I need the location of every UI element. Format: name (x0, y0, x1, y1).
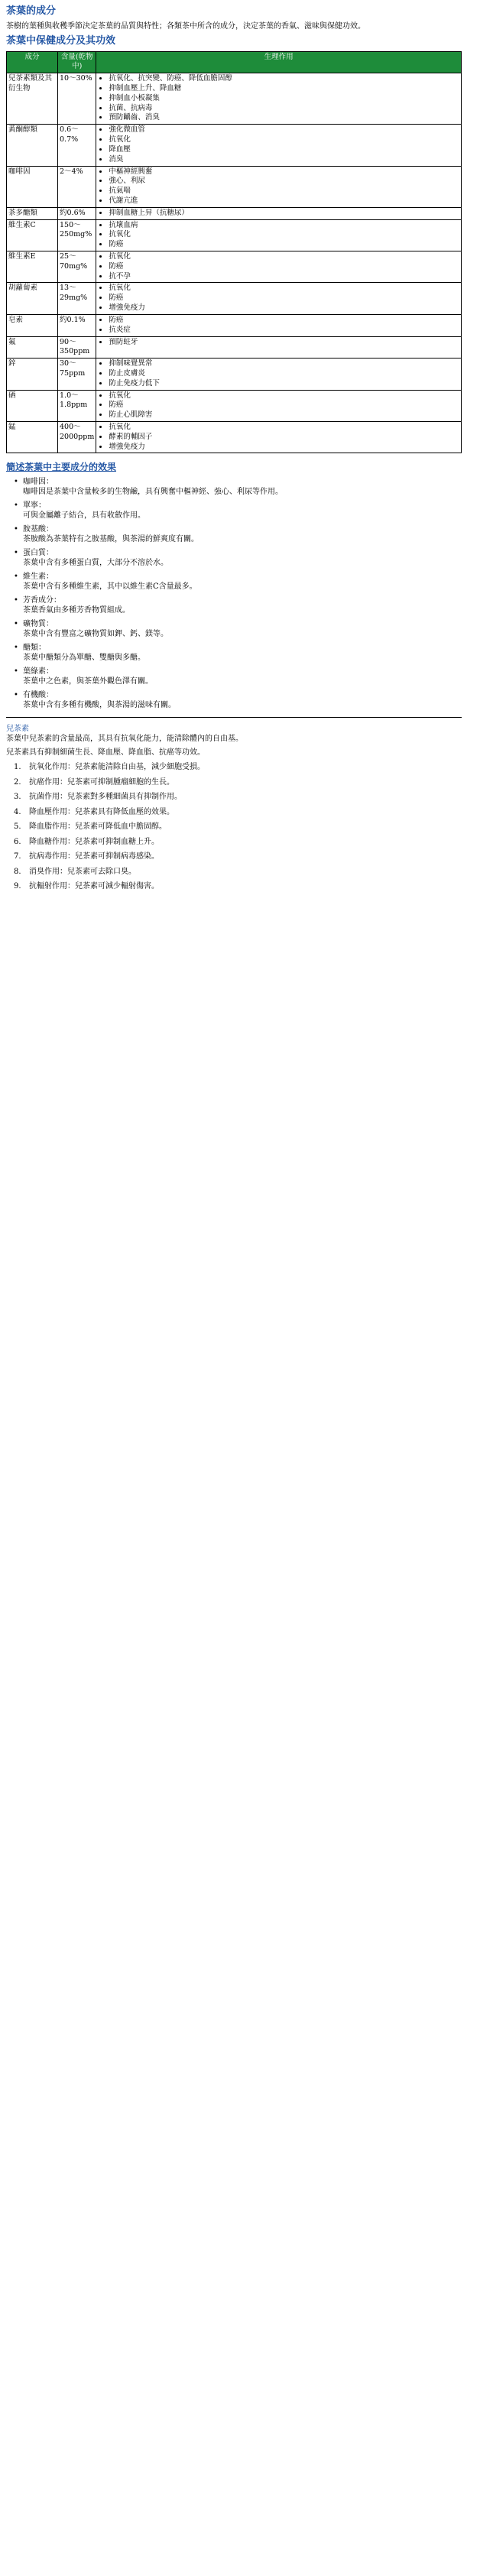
component-name: 黃酮醇類 (7, 125, 58, 166)
section-item (14, 524, 462, 545)
section-item (14, 477, 462, 498)
table-row (7, 283, 462, 314)
effect-item: • 抗氣喘 (109, 187, 459, 196)
table-row (7, 219, 462, 251)
table-title: 茶葉中保健成分及其功效 (6, 35, 116, 47)
section-item-title: 維生素： (23, 572, 54, 581)
effect-item: • 抗氧化 (109, 284, 459, 294)
effect-item: • 酵素的輔因子 (109, 433, 459, 443)
catechin-paragraph: 兒茶素具有抑制細菌生長、降血壓、降血脂、抗癌等功效。 (6, 748, 205, 757)
effect-item: • 強化微血管 (109, 125, 459, 135)
table-header-effect: 生理作用 (96, 51, 462, 73)
component-effects (96, 125, 462, 166)
component-quantity: 13～29mg% (58, 283, 96, 314)
numbered-item (14, 852, 462, 862)
component-name: 鋅 (7, 358, 58, 390)
table-row (7, 390, 462, 421)
component-quantity: 10～30% (58, 73, 96, 125)
numbered-index: 7. (14, 852, 21, 861)
bullet-icon: • (14, 619, 18, 628)
intro-paragraph: 茶樹的葉種與收穫季節決定茶葉的品質與特性；各類茶中所含的成分，決定茶葉的香氣、滋味與保健功效。 (6, 21, 365, 31)
page (0, 0, 468, 897)
section-item-text: 茶葉中含有多種有機酸，與茶湯的滋味有關。 (23, 701, 176, 710)
effect-item: • 抑制血糖上昇（抗糖尿） (109, 209, 459, 219)
component-name: 維生素C (7, 219, 58, 251)
section-item (14, 572, 462, 592)
catechin-section (6, 724, 462, 892)
section-item-text: 茶胺酸為茶葉特有之胺基酸，與茶湯的鮮爽度有關。 (23, 535, 199, 544)
component-effects (96, 336, 462, 358)
numbered-index: 1. (14, 763, 21, 772)
effect-item: • 降血壓 (109, 145, 459, 155)
section-item-title: 咖啡因： (23, 477, 54, 486)
numbered-text: 消臭作用：兒茶素可去除口臭。 (29, 867, 136, 876)
divider (6, 717, 462, 718)
effect-item: • 預防蛀牙 (109, 338, 459, 348)
table-row (7, 166, 462, 207)
section2-title: 簡述茶葉中主要成分的效果 (6, 462, 117, 473)
section-item-title: 葉綠素： (23, 667, 54, 676)
effect-item: • 抗菌、抗病毒 (109, 104, 459, 114)
table-row (7, 336, 462, 358)
component-effects (96, 219, 462, 251)
effect-item: • 防癌 (109, 294, 459, 303)
table-row (7, 73, 462, 125)
component-effects (96, 314, 462, 336)
section-item-title: 礦物質： (23, 619, 54, 628)
table-row (7, 314, 462, 336)
component-quantity: 90～350ppm (58, 336, 96, 358)
bullet-icon: • (14, 524, 18, 534)
effect-item: • 抗氧化 (109, 135, 459, 145)
table-row (7, 125, 462, 166)
effect-item: • 抗氧化、抗突變、防癌、降低血膽固醇 (109, 74, 459, 84)
effect-item: • 防癌 (109, 401, 459, 410)
component-quantity: 400～2000ppm (58, 422, 96, 453)
section-item (14, 667, 462, 687)
component-name: 硒 (7, 390, 58, 421)
numbered-text: 降血壓作用：兒茶素具有降低血壓的效果。 (29, 807, 174, 816)
section-item-text: 茶葉中含有豐富之礦物質如鉀、鈣、鎂等。 (23, 630, 168, 639)
catechin-title: 兒茶素 (6, 724, 29, 733)
component-name: 皂素 (7, 314, 58, 336)
effect-item: • 抑制血小板凝集 (109, 94, 459, 104)
section-item-text: 茶葉中醣類分為單醣、雙醣與多醣。 (23, 654, 145, 663)
numbered-item (14, 822, 462, 832)
effect-item: • 增強免疫力 (109, 443, 459, 453)
effect-item: • 代謝亢進 (109, 196, 459, 206)
effect-item: • 抗氧化 (109, 230, 459, 240)
effect-item: • 防止皮膚炎 (109, 369, 459, 379)
effect-item: • 抗氧化 (109, 252, 459, 262)
component-effects (96, 422, 462, 453)
section-item (14, 690, 462, 711)
component-name: 兒茶素類及其衍生物 (7, 73, 58, 125)
component-quantity: 0.6～0.7% (58, 125, 96, 166)
effect-item: • 抑制血壓上升、降血糖 (109, 84, 459, 94)
numbered-item (14, 792, 462, 803)
effect-item: • 抗不孕 (109, 272, 459, 282)
effect-item: • 抗氧化 (109, 391, 459, 401)
effect-item: • 消臭 (109, 155, 459, 165)
numbered-item (14, 867, 462, 878)
bullet-icon: • (14, 477, 18, 486)
component-quantity: 25～70mg% (58, 251, 96, 283)
numbered-index: 4. (14, 807, 21, 816)
component-effects (96, 358, 462, 390)
ingredient-table (6, 51, 462, 454)
section-item (14, 595, 462, 616)
section-item-title: 單寧： (23, 501, 46, 510)
bullet-icon: • (14, 595, 18, 605)
bullet-icon: • (14, 572, 18, 581)
numbered-item (14, 807, 462, 818)
effect-item: • 預防齲齒、消臭 (109, 113, 459, 123)
numbered-text: 抗菌作用：兒茶素對多種細菌具有抑制作用。 (29, 793, 182, 802)
effect-item: • 防癌 (109, 316, 459, 326)
effect-item: • 防癌 (109, 240, 459, 250)
component-name: 維生素E (7, 251, 58, 283)
table-row (7, 251, 462, 283)
component-name: 胡蘿蔔素 (7, 283, 58, 314)
numbered-index: 3. (14, 793, 21, 802)
effect-item: • 防止心肌障害 (109, 410, 459, 420)
component-effects (96, 251, 462, 283)
component-name: 錳 (7, 422, 58, 453)
numbered-text: 降血脂作用：兒茶素可降低血中膽固醇。 (29, 822, 167, 832)
numbered-item (14, 837, 462, 848)
section-item-text: 茶葉中含有多種蛋白質，大部分不溶於水。 (23, 559, 168, 568)
component-effects (96, 390, 462, 421)
section-item-text: 茶葉中之色素，與茶葉外觀色澤有關。 (23, 677, 153, 686)
bullet-icon: • (14, 501, 18, 510)
section-item-title: 胺基酸： (23, 524, 54, 534)
component-effects (96, 283, 462, 314)
numbered-text: 抗病毒作用：兒茶素可抑制病毒感染。 (29, 852, 159, 861)
numbered-item (14, 881, 462, 892)
effect-item: • 抗壞血病 (109, 221, 459, 231)
effect-item: • 抗氧化 (109, 423, 459, 433)
numbered-index: 8. (14, 867, 21, 876)
component-name: 茶多醣類 (7, 207, 58, 219)
catechin-paragraph: 茶葉中兒茶素的含量最高，其具有抗氧化能力，能清除體內的自由基。 (6, 735, 243, 744)
bullet-icon: • (14, 643, 18, 652)
component-name: 咖啡因 (7, 166, 58, 207)
effect-item: • 增強免疫力 (109, 303, 459, 313)
effect-item: • 抑制味覺異常 (109, 359, 459, 369)
section-item (14, 643, 462, 663)
numbered-text: 降血糖作用：兒茶素可抑制血糖上升。 (29, 837, 159, 846)
section-item-title: 蛋白質： (23, 548, 54, 557)
component-quantity: 2～4% (58, 166, 96, 207)
table-header-quantity: 含量(乾物中) (58, 51, 96, 73)
component-quantity: 150～250mg% (58, 219, 96, 251)
section-item-text: 茶葉香氣由多種芳香物質組成。 (23, 606, 130, 615)
section-item (14, 501, 462, 521)
component-quantity: 1.0～1.8ppm (58, 390, 96, 421)
section-item-text: 可與金屬離子結合，具有收斂作用。 (23, 511, 145, 521)
effect-item: • 中樞神經興奮 (109, 167, 459, 177)
component-name: 氟 (7, 336, 58, 358)
numbered-index: 2. (14, 777, 21, 787)
effect-item: • 防癌 (109, 262, 459, 272)
section-item-title: 醣類： (23, 643, 46, 652)
component-quantity: 約0.6% (58, 207, 96, 219)
component-effects (96, 166, 462, 207)
numbered-index: 6. (14, 837, 21, 846)
bullet-icon: • (14, 548, 18, 557)
effect-item: • 抗炎症 (109, 326, 459, 336)
section-item-text: 咖啡因是茶葉中含量較多的生物鹼，具有興奮中樞神經、強心、利尿等作用。 (23, 488, 283, 497)
numbered-item (14, 762, 462, 773)
component-effects (96, 207, 462, 219)
table-row (7, 358, 462, 390)
effect-item: • 強心、利尿 (109, 177, 459, 187)
section-item (14, 548, 462, 569)
table-header-component: 成分 (7, 51, 58, 73)
numbered-index: 5. (14, 822, 21, 832)
section-item-text: 茶葉中含有多種維生素，其中以維生素C含量最多。 (23, 582, 197, 592)
section-item (14, 619, 462, 640)
numbered-item (14, 777, 462, 788)
page-title: 茶葉的成分 (6, 5, 57, 17)
component-effects (96, 73, 462, 125)
bullet-icon: • (14, 690, 18, 699)
component-quantity: 約0.1% (58, 314, 96, 336)
bullet-icon: • (14, 667, 18, 676)
table-row (7, 207, 462, 219)
component-quantity: 30～75ppm (58, 358, 96, 390)
numbered-text: 抗輻射作用：兒茶素可減少輻射傷害。 (29, 882, 159, 891)
numbered-index: 9. (14, 882, 21, 891)
effect-item: • 防止免疫力低下 (109, 379, 459, 389)
section-item-title: 有機酸： (23, 690, 54, 699)
table-row (7, 422, 462, 453)
numbered-text: 抗癌作用：兒茶素可抑制腫瘤細胞的生長。 (29, 777, 174, 787)
numbered-text: 抗氧化作用：兒茶素能清除自由基，減少細胞受損。 (29, 763, 205, 772)
section-item-title: 芳香成分： (23, 595, 61, 605)
